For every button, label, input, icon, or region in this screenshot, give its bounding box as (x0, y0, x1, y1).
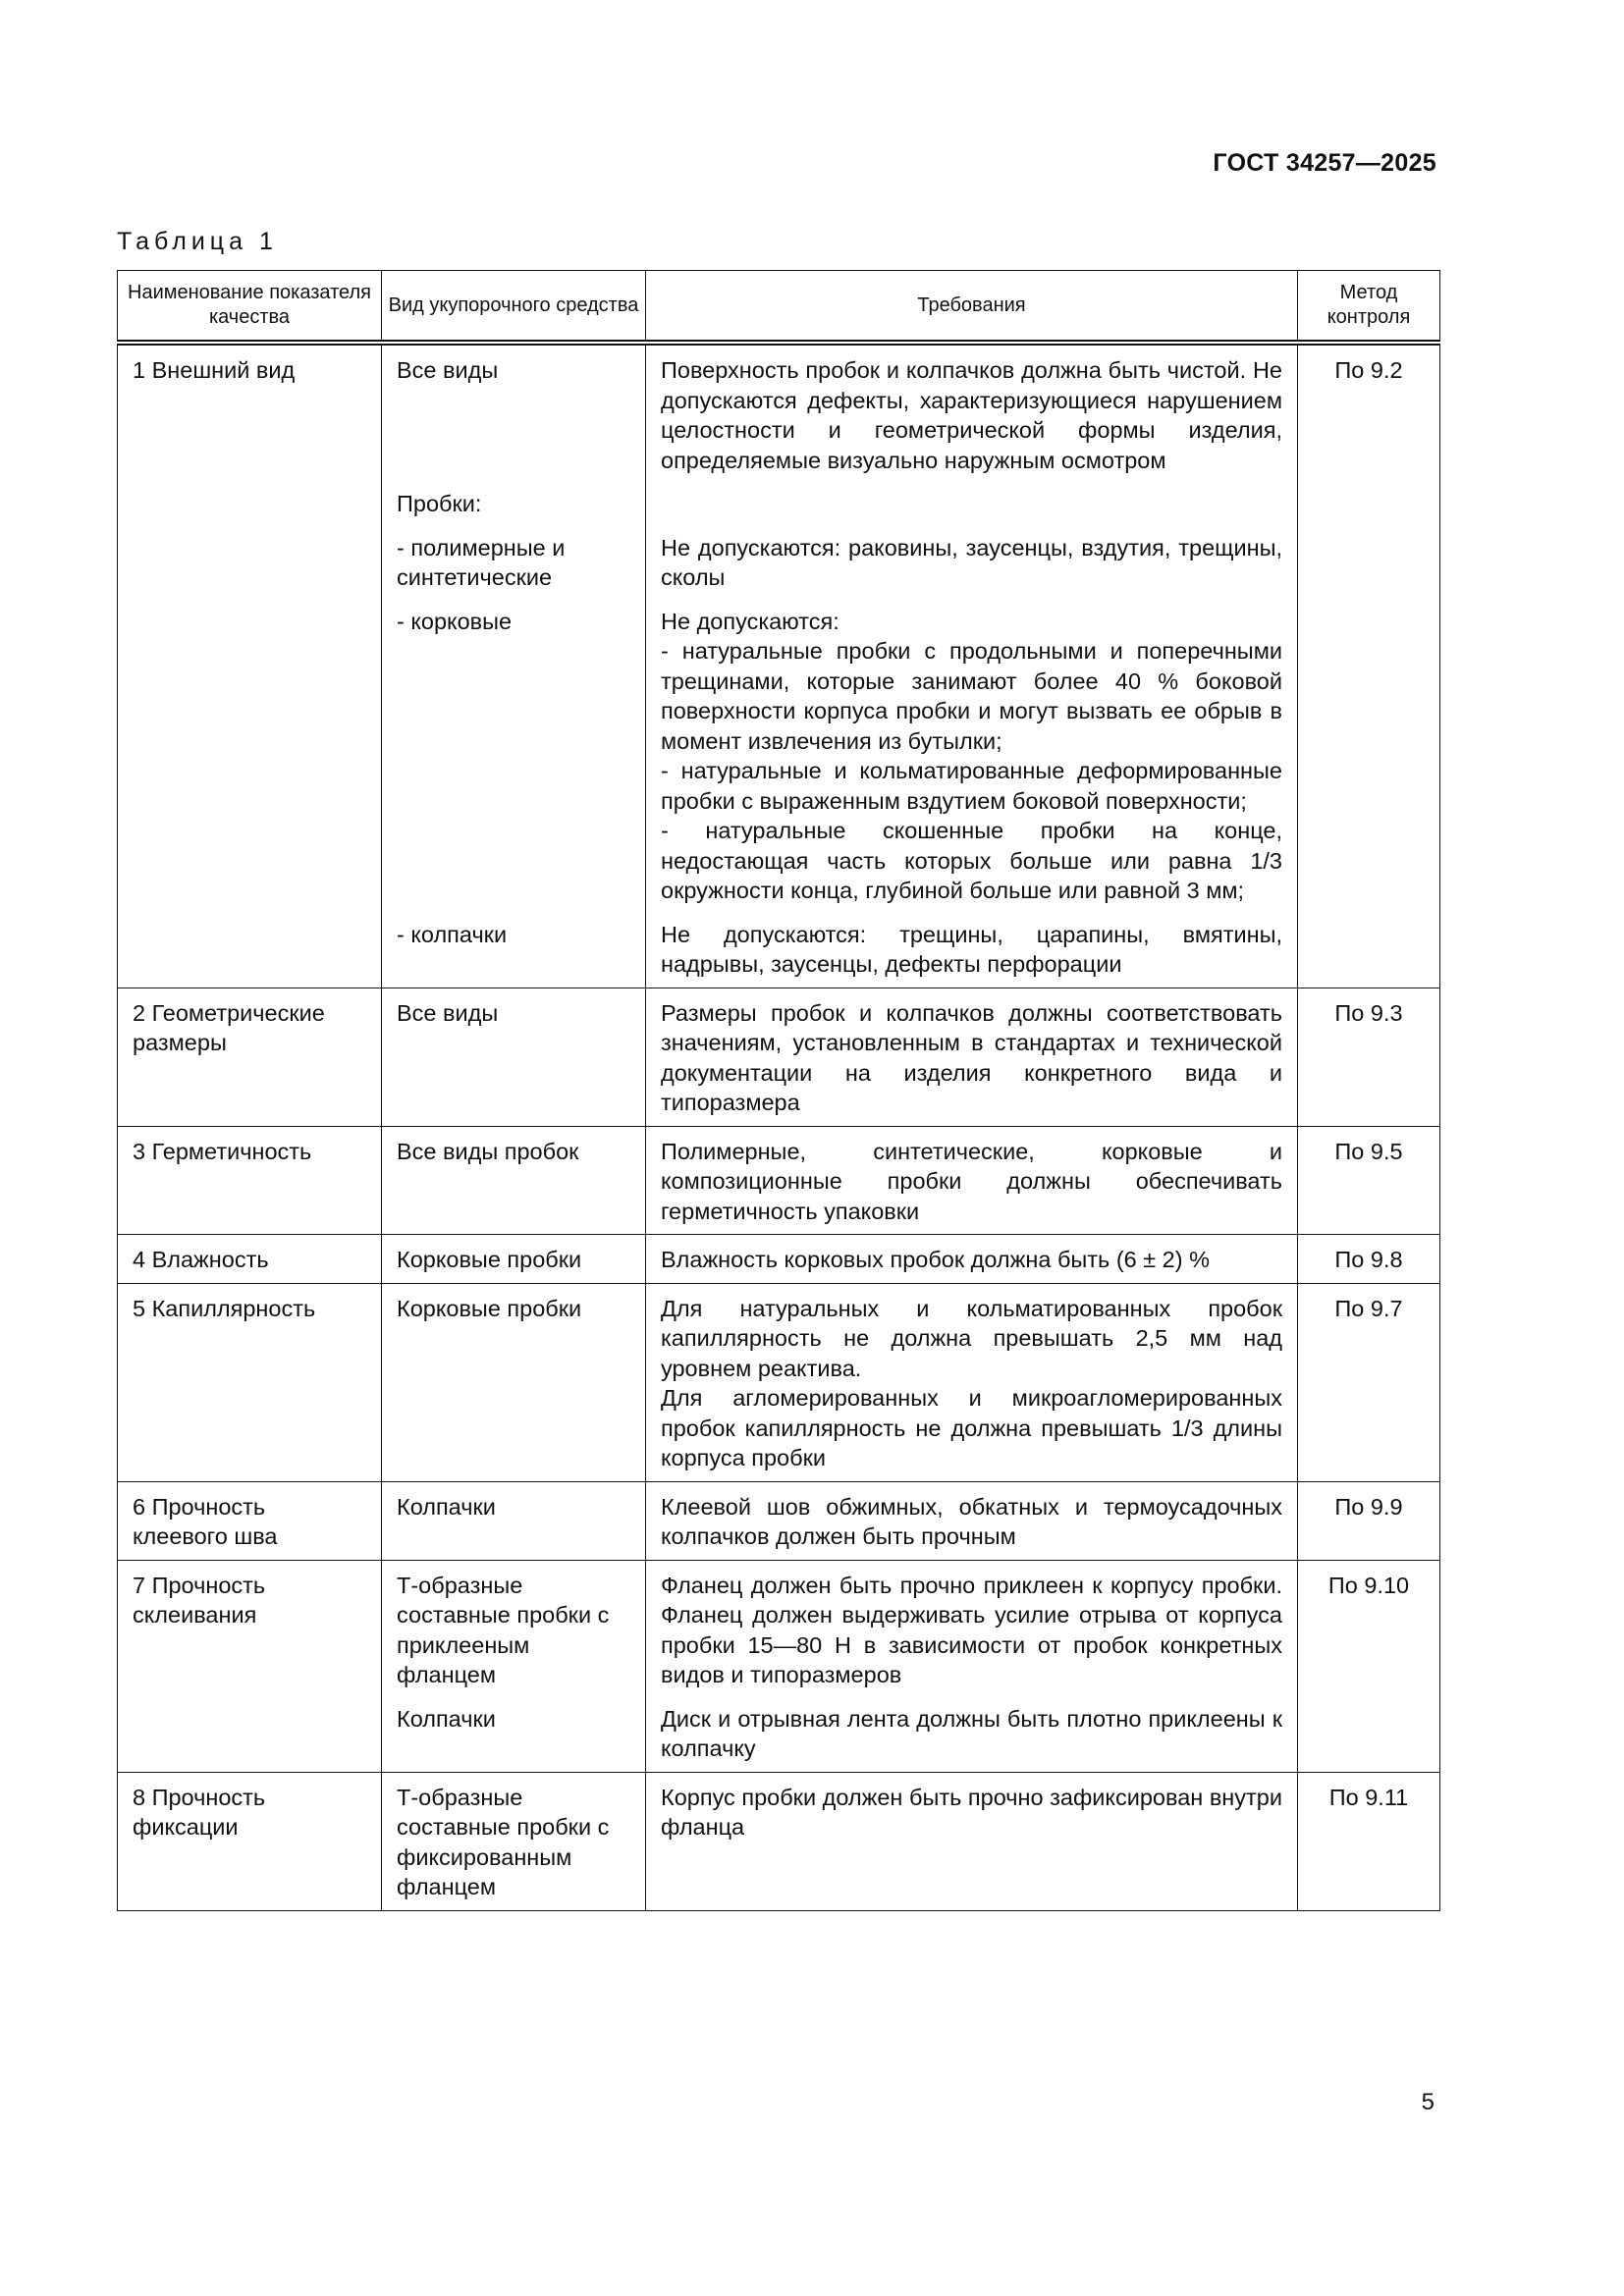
requirement-text: Не допускаются: (661, 608, 839, 634)
method-cell: По 9.11 (1298, 1772, 1440, 1910)
indicator-cell: 5 Капиллярность (118, 1283, 382, 1481)
column-header-requirements: Требования (646, 271, 1298, 344)
table-row (118, 1126, 1440, 1235)
requirement-text: Не допускаются: раковины, заусенцы, вздутия, трещины, сколы (661, 534, 1282, 590)
requirement-list-item: - натуральные пробки с продольными и поперечными трещинами, которые занимают более 40 % боковой поверхности корпуса пробки и могут вызвать ее обрыв в момент извлечения из бутылки; (661, 638, 1282, 754)
page-number: 5 (1421, 2089, 1435, 2115)
table-body (118, 343, 1440, 1910)
indicator-cell: 6 Прочность клеевого шва (118, 1481, 382, 1560)
closure-type-cell: - корковые (382, 593, 646, 906)
table-row (118, 1560, 1440, 1690)
requirement-text: Поверхность пробок и колпачков должна быть чистой. Не допускаются дефекты, характеризующиеся нарушением целостности и геометрической формы изделия, определяемые визуально наружным осмотром (661, 357, 1282, 473)
requirement-list-item: - натуральные и кольматированные деформированные пробки с выраженным вздутием боковой поверхности; (661, 758, 1282, 814)
column-header-closure-type: Вид укупорочного средства (382, 271, 646, 344)
requirement-text: Корпус пробки должен быть прочно зафиксирован внутри фланца (661, 1784, 1282, 1840)
requirement-cell (646, 1126, 1298, 1235)
indicator-cell: 2 Геометрические размеры (118, 988, 382, 1126)
closure-type-cell: Колпачки (382, 1481, 646, 1560)
table-row (118, 1481, 1440, 1560)
method-cell: По 9.5 (1298, 1126, 1440, 1235)
closure-type-cell: Пробки: (382, 475, 646, 519)
table-row (118, 343, 1440, 475)
indicator-cell: 1 Внешний вид (118, 343, 382, 988)
closure-type-cell: Колпачки (382, 1690, 646, 1773)
closure-type-cell: Т-образные составные пробки с фиксированным фланцем (382, 1772, 646, 1910)
requirement-cell (646, 1283, 1298, 1481)
method-cell: По 9.8 (1298, 1235, 1440, 1284)
requirement-text: Диск и отрывная лента должны быть плотно приклеены к колпачку (661, 1705, 1282, 1761)
indicator-cell: 7 Прочность склеивания (118, 1560, 382, 1772)
requirement-cell (646, 1235, 1298, 1284)
requirement-list-item: - натуральные скошенные пробки на конце, недостающая часть которых больше или равна 1/3 окружности конца, глубиной больше или равной 3 мм; (661, 818, 1282, 903)
requirement-cell (646, 1481, 1298, 1560)
closure-type-cell: Корковые пробки (382, 1283, 646, 1481)
table-row (118, 1772, 1440, 1910)
requirement-cell (646, 519, 1298, 593)
closure-type-cell: Все виды (382, 343, 646, 475)
method-cell: По 9.7 (1298, 1283, 1440, 1481)
requirement-cell (646, 1772, 1298, 1910)
quality-requirements-table (117, 270, 1440, 1911)
requirement-cell (646, 593, 1298, 906)
table-row (118, 1283, 1440, 1481)
indicator-cell: 3 Герметичность (118, 1126, 382, 1235)
method-cell: По 9.2 (1298, 343, 1440, 988)
requirement-cell (646, 343, 1298, 475)
requirement-text: Размеры пробок и колпачков должны соответствовать значениям, установленным в стандартах и технической документации на изделия конкретного вида и типоразмера (661, 999, 1282, 1115)
method-cell: По 9.9 (1298, 1481, 1440, 1560)
requirement-cell (646, 906, 1298, 988)
document-code: ГОСТ 34257—2025 (1213, 149, 1436, 177)
table-row (118, 1235, 1440, 1284)
requirement-text: Клеевой шов обжимных, обкатных и термоусадочных колпачков должен быть прочным (661, 1493, 1282, 1549)
requirement-text: Полимерные, синтетические, корковые и композиционные пробки должны обеспечивать герметичность упаковки (661, 1138, 1282, 1224)
closure-type-cell: - полимерные и синтетические (382, 519, 646, 593)
table-row (118, 988, 1440, 1126)
column-header-method: Метод контроля (1298, 271, 1440, 344)
requirement-text: Фланец должен быть прочно приклеен к корпусу пробки. Фланец должен выдерживать усилие отрыва от корпуса пробки 15—80 Н в зависимости от пробок конкретных видов и типоразмеров (661, 1572, 1282, 1687)
table-caption: Таблица 1 (117, 228, 278, 255)
closure-type-cell: Все виды (382, 988, 646, 1126)
requirement-cell (646, 988, 1298, 1126)
method-cell: По 9.10 (1298, 1560, 1440, 1772)
indicator-cell: 8 Прочность фиксации (118, 1772, 382, 1910)
requirement-text: Для натуральных и кольматированных пробок капиллярность не должна превышать 2,5 мм над уровнем реактива. (661, 1295, 1282, 1381)
requirement-cell (646, 475, 1298, 519)
column-header-indicator: Наименование показателя качества (118, 271, 382, 344)
requirement-text: Не допускаются: трещины, царапины, вмятины, надрывы, заусенцы, дефекты перфорации (661, 921, 1282, 977)
method-cell: По 9.3 (1298, 988, 1440, 1126)
indicator-cell: 4 Влажность (118, 1235, 382, 1284)
requirement-list-item: Для агломерированных и микроагломерированных пробок капиллярность не должна превышать 1/3 длины корпуса пробки (661, 1385, 1282, 1470)
closure-type-cell: Корковые пробки (382, 1235, 646, 1284)
requirement-text: Влажность корковых пробок должна быть (6 ± 2) % (661, 1247, 1210, 1272)
closure-type-cell: Т-образные составные пробки с приклееным фланцем (382, 1560, 646, 1690)
requirement-cell (646, 1560, 1298, 1690)
table-header-row (118, 271, 1440, 344)
closure-type-cell: - колпачки (382, 906, 646, 988)
requirement-cell (646, 1690, 1298, 1773)
closure-type-cell: Все виды пробок (382, 1126, 646, 1235)
